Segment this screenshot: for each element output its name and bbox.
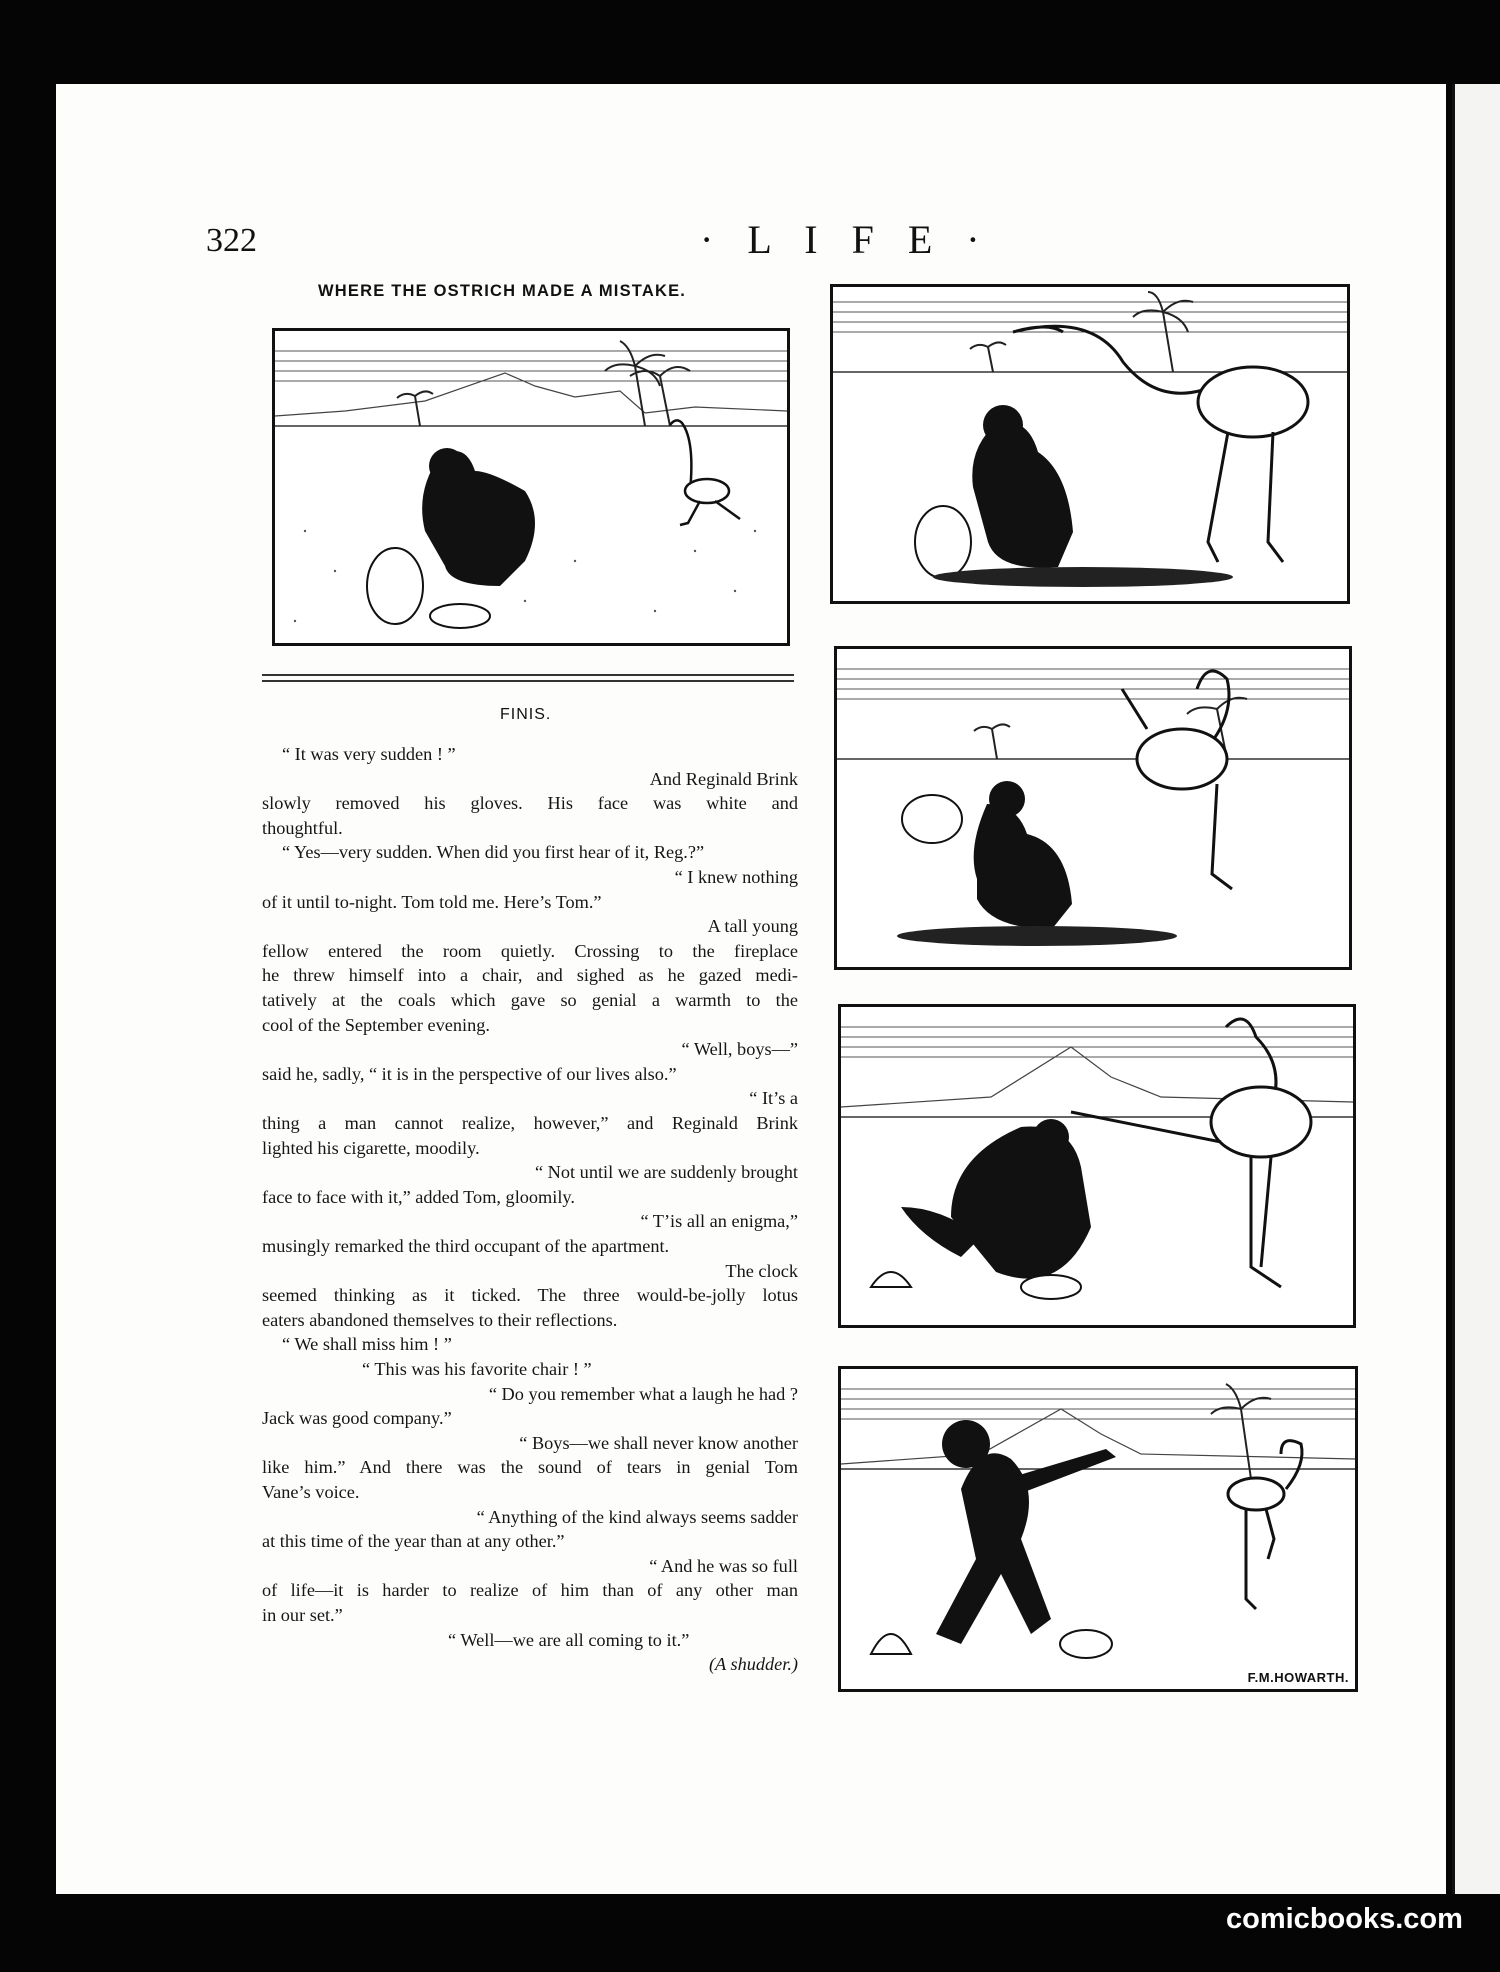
- story-line: “ T’is all an enigma,”: [640, 1211, 798, 1232]
- story-line: cool of the September evening.: [262, 1014, 490, 1035]
- panel-2-illustration: [833, 287, 1347, 601]
- story-line: he threw himself into a chair, and sighed as he gazed medi-: [262, 965, 798, 986]
- cartoon-panel-2: [830, 284, 1350, 604]
- story-line: “ Well—we are all coming to it.”: [448, 1629, 690, 1650]
- story-line: tatively at the coals which gave so genial a warmth to the: [262, 990, 798, 1010]
- cartoon-panel-4: [838, 1004, 1356, 1328]
- story-line: musingly remarked the third occupant of the apartment.: [262, 1236, 670, 1256]
- story-line: Jack was good company.”: [262, 1408, 452, 1429]
- page-number: 322: [206, 222, 257, 259]
- story-line: “ Do you remember what a laugh he had ?: [488, 1383, 798, 1404]
- story-line: “ It’s a: [749, 1088, 798, 1109]
- story-line: slowly removed his gloves. His face was white and: [262, 793, 798, 814]
- story-line: “ I knew nothing: [674, 867, 798, 887]
- cartoon-caption: WHERE THE OSTRICH MADE A MISTAKE.: [318, 282, 687, 300]
- story-line: thing a man cannot realize, however,” and Reginald Brink: [262, 1113, 798, 1133]
- panel-1-illustration: [275, 331, 787, 643]
- story-line: eaters abandoned themselves to their reflections.: [262, 1309, 618, 1330]
- story-line: at this time of the year than at any other.”: [262, 1531, 565, 1552]
- story-line: seemed thinking as it ticked. The three would-be-jolly lotus: [262, 1285, 798, 1306]
- artist-signature: F.M.HOWARTH.: [1247, 1670, 1349, 1685]
- story-line: face to face with it,” added Tom, gloomily.: [262, 1186, 575, 1207]
- story-line: “ Anything of the kind always seems sadder: [476, 1506, 798, 1527]
- facing-page-edge: [1452, 84, 1500, 1894]
- watermark: comicbooks.com: [1226, 1903, 1463, 1935]
- story-line: A tall young: [707, 916, 798, 937]
- section-divider: [262, 674, 794, 676]
- story-line: “ Well, boys—”: [681, 1039, 798, 1060]
- story-line: of it until to-night. Tom told me. Here’s Tom.”: [262, 891, 602, 912]
- story-line: “ We shall miss him ! ”: [282, 1334, 452, 1355]
- story-line: “ This was his favorite chair ! ”: [362, 1359, 592, 1379]
- story-line: “ And he was so full: [649, 1555, 798, 1576]
- story-line: fellow entered the room quietly. Crossing to the fireplace: [262, 940, 798, 961]
- section-divider: [262, 680, 794, 682]
- cartoon-panel-3: [834, 646, 1352, 970]
- story-title: FINIS.: [500, 706, 552, 723]
- story-line: (A shudder.): [708, 1654, 798, 1675]
- story-line: of life—it is harder to realize of him than of any other man: [262, 1580, 798, 1601]
- panel-4-illustration: [841, 1007, 1353, 1325]
- story-line: “ Not until we are suddenly brought: [535, 1162, 798, 1183]
- story-line: And Reginald Brink: [649, 768, 798, 789]
- story-line: lighted his cigarette, moodily.: [262, 1137, 480, 1158]
- story-line: thoughtful.: [262, 817, 343, 838]
- panel-3-illustration: [837, 649, 1349, 967]
- story-line: Vane’s voice.: [262, 1482, 360, 1502]
- cartoon-panel-1: [272, 328, 790, 646]
- masthead-title: · L I F E ·: [700, 217, 992, 262]
- story-line: “ Yes—very sudden. When did you first hear of it, Reg.?”: [282, 842, 705, 863]
- story-line: like him.” And there was the sound of tears in genial Tom: [262, 1457, 798, 1478]
- story-line: said he, sadly, “ it is in the perspective of our lives also.”: [262, 1063, 677, 1084]
- story-line: The clock: [725, 1260, 798, 1281]
- story-line: “ It was very sudden ! ”: [282, 744, 456, 764]
- story-line: in our set.”: [262, 1605, 343, 1625]
- story-line: “ Boys—we shall never know another: [519, 1432, 798, 1453]
